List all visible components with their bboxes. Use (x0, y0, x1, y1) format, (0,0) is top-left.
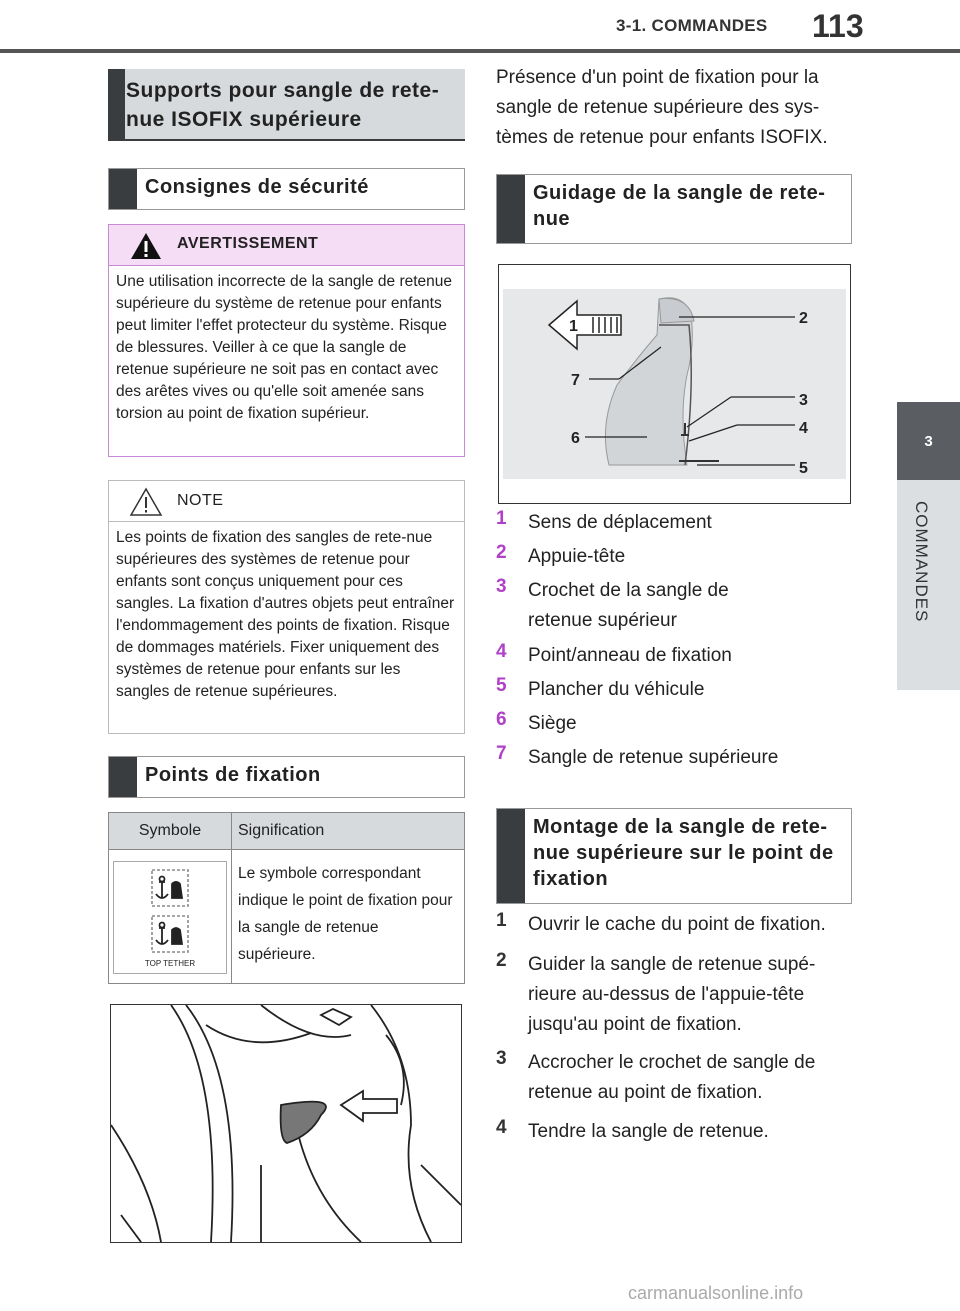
legend-number: 4 (496, 641, 507, 662)
warning-triangle-icon (129, 231, 163, 261)
legend-text: Sangle de retenue supérieure (528, 747, 779, 768)
seat-tether-drawing (499, 265, 850, 503)
caution-triangle-icon (129, 487, 163, 517)
symbol-table (108, 812, 465, 984)
step-text: Tendre la sangle de retenue. (528, 1121, 769, 1142)
guide-heading-box (496, 174, 852, 244)
points-heading: Points de fixation (145, 764, 321, 786)
warning-box (108, 224, 465, 457)
top-tether-caption: TOP TETHER (144, 959, 196, 968)
safety-heading: Consignes de sécurité (145, 176, 369, 198)
heading-bar (109, 757, 137, 797)
callout-6: 6 (571, 430, 580, 447)
step-text: Accrocher le crochet de sangle de retenue au point de fixation. (528, 1052, 816, 1103)
warning-text: Une utilisation incorrecte de la sangle de retenue supérieure du système de retenue pour enfants peut limiter l'effet protecteur du système. Risque de blessures. Veiller à ce que la sangle de retenue supérieure ne soit pas en contact avec des arêtes vives ou qu'elle soit amenée sans torsion au point de fixation supérieur. (116, 273, 453, 422)
warning-label: AVERTISSEMENT (177, 235, 319, 252)
heading-underline (108, 139, 465, 141)
note-header (109, 481, 464, 522)
note-label: NOTE (177, 492, 224, 509)
main-heading-box (108, 69, 465, 139)
points-heading-box (108, 756, 465, 798)
step-number: 4 (496, 1117, 507, 1138)
top-tether-icon (114, 862, 226, 973)
step-text: Guider la sangle de retenue supé-rieure au-dessus de l'appuie-tête jusqu'au point de fixation. (528, 954, 816, 1035)
callout-7: 7 (571, 372, 580, 389)
step-number: 1 (496, 910, 507, 931)
legend-number: 2 (496, 542, 507, 563)
step-number: 2 (496, 950, 507, 971)
callout-3: 3 (799, 392, 808, 409)
legend-number: 6 (496, 709, 507, 730)
legend-text: Point/anneau de fixation (528, 645, 732, 666)
heading-bar (497, 809, 525, 903)
heading-bar (497, 175, 525, 243)
mount-heading-box (496, 808, 852, 904)
intro-paragraph: Présence d'un point de fixation pour la sangle de retenue supérieure des sys-tèmes de retenue pour enfants ISOFIX. (496, 67, 828, 148)
watermark[interactable]: carmanualsonline.info (628, 1283, 804, 1303)
legend-text: Appuie-tête (528, 546, 626, 567)
legend-text: Siège (528, 713, 577, 734)
chapter-label-text: COMMANDES (912, 501, 931, 623)
legend-number: 1 (496, 508, 507, 529)
table-column-divider (231, 813, 232, 983)
callout-1: 1 (569, 318, 578, 335)
chapter-tab-number[interactable]: 3 (897, 402, 960, 480)
callout-4: 4 (799, 420, 808, 437)
note-box (108, 480, 465, 734)
anchor-cover-drawing (111, 1005, 461, 1242)
safety-heading-box (108, 168, 465, 210)
table-header-symbol: Symbole (109, 813, 231, 850)
step-number: 3 (496, 1048, 507, 1069)
legend-text: Crochet de la sangle de retenue supérieur (528, 580, 729, 631)
callout-2: 2 (799, 310, 808, 327)
legend-number: 7 (496, 743, 507, 764)
callout-5: 5 (799, 460, 808, 477)
legend-text: Sens de déplacement (528, 512, 712, 533)
page-number: 113 (812, 8, 864, 44)
tether-routing-diagram (498, 264, 851, 504)
note-text: Les points de fixation des sangles de rete-nue supérieures des systèmes de retenue pour enfants sont conçus uniquement pour ces sangles. La fixation d'autres objets peut entraîner l'endommagement des points de fixation. Risque de dommages matériels. Fixer uniquement des systèmes de retenue pour enfants sur les sangles de retenue supérieures. (116, 529, 455, 700)
chapter-tab-label (895, 501, 931, 701)
legend-number: 5 (496, 675, 507, 696)
header-divider (0, 49, 960, 53)
mount-heading: Montage de la sangle de rete-nue supérieure sur le point de fixation (533, 816, 834, 890)
symbol-meaning: Le symbole correspondant indique le point de fixation pour la sangle de retenue supérieure. (238, 865, 453, 963)
main-heading: Supports pour sangle de rete-nue ISOFIX supérieure (126, 79, 440, 131)
section-title: 3-1. COMMANDES (616, 16, 768, 35)
guide-heading: Guidage de la sangle de rete-nue (533, 182, 826, 230)
legend-number: 3 (496, 576, 507, 597)
anchor-location-illustration (110, 1004, 462, 1243)
legend-text: Plancher du véhicule (528, 679, 705, 700)
warning-header (109, 225, 464, 266)
step-text: Ouvrir le cache du point de fixation. (528, 914, 826, 935)
table-header-meaning: Signification (232, 813, 464, 850)
heading-bar (108, 69, 125, 139)
isofix-symbol (113, 861, 227, 974)
heading-bar (109, 169, 137, 209)
